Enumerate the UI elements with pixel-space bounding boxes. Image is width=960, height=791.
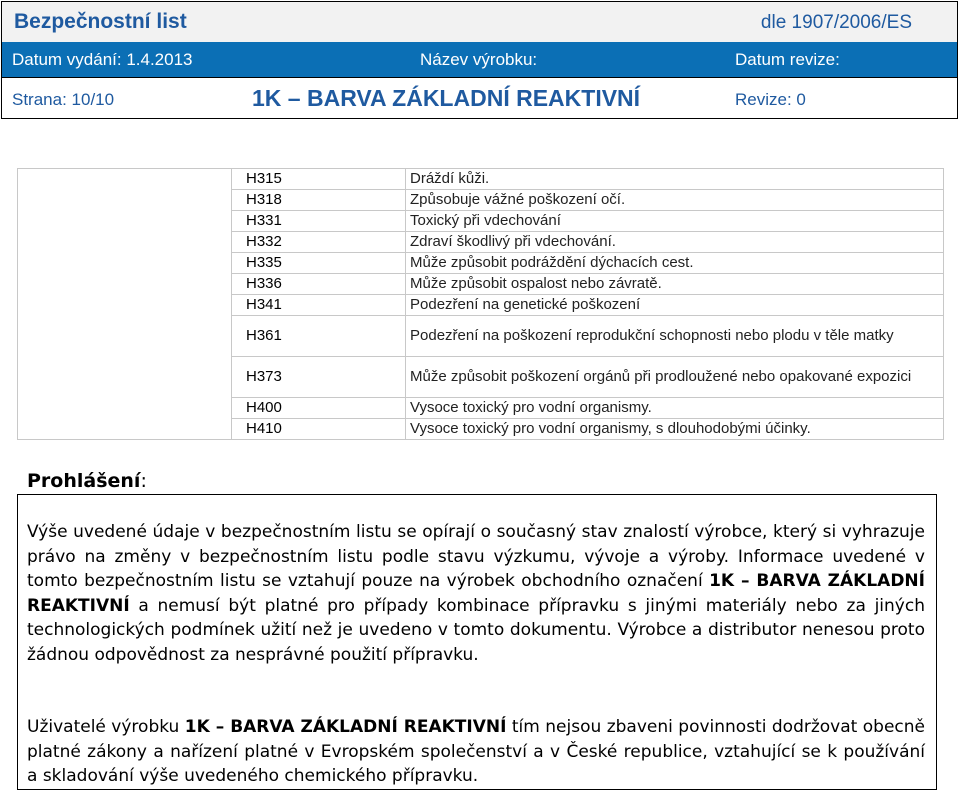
paragraph-text: a nemusí být platné pro případy kombinace přípravku s jinými materiály nebo za jiných technologických podmínek užití než je uvedeno v tomto dokumentu. Výrobce a distributor nenesou proto žádnou odpovědnost za nesprávné použití přípravku. <box>27 595 925 665</box>
hazard-code: H361 <box>232 316 406 357</box>
product-name: 1K – BARVA ZÁKLADNÍ REAKTIVNÍ <box>252 85 641 111</box>
regulation-reference: dle 1907/2006/ES <box>760 12 912 33</box>
empty-cell <box>18 169 232 440</box>
hazard-text: Může způsobit poškození orgánů při prodloužené nebo opakované expozici <box>406 357 944 398</box>
document-title: Bezpečnostní list <box>14 10 187 33</box>
hazard-text: Vysoce toxický pro vodní organismy, s dlouhodobými účinky. <box>406 419 944 440</box>
issue-date: Datum vydání: 1.4.2013 <box>12 50 193 69</box>
hazard-code: H336 <box>232 274 406 295</box>
hazard-text: Může způsobit podráždění dýchacích cest. <box>406 253 944 274</box>
hazard-code: H373 <box>232 357 406 398</box>
document-header <box>1 1 958 119</box>
hazard-code: H332 <box>232 232 406 253</box>
hazard-code: H335 <box>232 253 406 274</box>
table-row <box>18 169 944 190</box>
paragraph-text: Uživatelé výrobku <box>27 717 185 737</box>
hazard-code: H410 <box>232 419 406 440</box>
declaration-box <box>17 494 937 790</box>
hazard-code: H315 <box>232 169 406 190</box>
revision-number: Revize: 0 <box>735 90 806 109</box>
header-title-row <box>2 2 957 43</box>
hazard-text: Toxický při vdechování <box>406 211 944 232</box>
declaration-heading-text: Prohlášení <box>27 470 141 492</box>
hazard-text: Podezření na poškození reprodukční schopnosti nebo plodu v těle matky <box>406 316 944 357</box>
product-name-bold: 1K – BARVA ZÁKLADNÍ REAKTIVNÍ <box>27 571 925 616</box>
hazard-text: Dráždí kůži. <box>406 169 944 190</box>
product-name-bold: 1K – BARVA ZÁKLADNÍ REAKTIVNÍ <box>184 717 507 737</box>
page-number: Strana: 10/10 <box>12 90 115 109</box>
hazard-code: H318 <box>232 190 406 211</box>
declaration-paragraph-1 <box>27 520 925 667</box>
hazard-text: Způsobuje vážné poškození očí. <box>406 190 944 211</box>
declaration-heading-colon: : <box>140 470 147 492</box>
hazard-code: H341 <box>232 295 406 316</box>
declaration-paragraph-2 <box>27 715 925 789</box>
revision-date-label: Datum revize: <box>735 50 840 69</box>
paragraph-text: Výše uvedené údaje v bezpečnostním listu se opírají o současný stav znalostí výrobce, který si vyhrazuje právo na změny v bezpečnostním listu podle stavu výzkumu, vývoje a výroby. Informace uvedené v tomto bezpečnostním listu se vztahují pouze na výrobek obchodního označení <box>27 522 925 591</box>
declaration-heading <box>27 470 147 492</box>
hazard-text: Zdraví škodlivý při vdechování. <box>406 232 944 253</box>
hazard-text: Může způsobit ospalost nebo závratě. <box>406 274 944 295</box>
header-product-row <box>2 77 957 119</box>
header-info-row <box>2 42 957 78</box>
product-name-label: Název výrobku: <box>420 50 538 69</box>
hazard-text: Vysoce toxický pro vodní organismy. <box>406 398 944 419</box>
hazard-statements-table <box>17 168 944 440</box>
hazard-code: H331 <box>232 211 406 232</box>
hazard-text: Podezření na genetické poškození <box>406 295 944 316</box>
hazard-code: H400 <box>232 398 406 419</box>
paragraph-text: tím nejsou zbaveni povinnosti dodržovat obecně platné zákony a nařízení platné v Evropském společenství a v České republice, vztahující se k používání a skladování výše uvedeného chemického přípravku. <box>27 717 925 786</box>
